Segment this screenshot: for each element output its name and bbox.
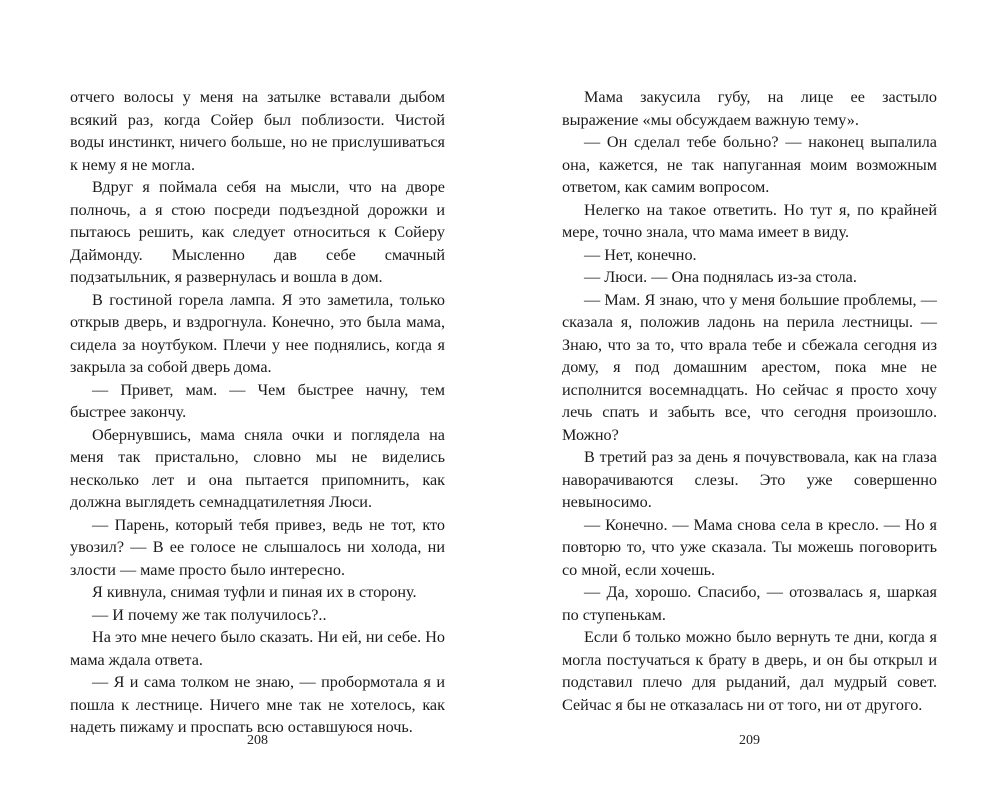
paragraph: Мама закусила губу, на лице ее застыло выражение «мы обсуждаем важную тему». bbox=[562, 88, 937, 129]
paragraph: — Да, хорошо. Спасибо, — отозвалась я, шаркая по ступенькам. bbox=[562, 583, 937, 624]
right-page bbox=[562, 86, 937, 786]
left-page bbox=[70, 86, 445, 786]
right-page-text bbox=[562, 86, 937, 716]
paragraph: — Он сделал тебе больно? — наконец выпалила она, кажется, не так напуганная моим возможным ответом, как самим вопросом. bbox=[562, 133, 937, 196]
left-page-text bbox=[70, 86, 445, 739]
paragraph: — Конечно. — Мама снова села в кресло. — Но я повторю то, что уже сказала. Ты можешь поговорить со мной, если хочешь. bbox=[562, 515, 937, 579]
paragraph: — Люси. — Она поднялась из-за стола. bbox=[584, 268, 857, 286]
paragraph: — Привет, мам. — Чем быстрее начну, тем быстрее закончу. bbox=[70, 380, 445, 421]
paragraph: Нелегко на такое ответить. Но тут я, по крайней мере, точно знала, что мама имеет в виду. bbox=[562, 200, 937, 241]
paragraph: — И почему же так получилось?.. bbox=[92, 605, 327, 624]
paragraph: — Я и сама толком не знаю, — пробормотала я и пошла к лестнице. Ничего мне так не хотелось, как надеть пижаму и проспать всю оставшуюся ночь. bbox=[70, 673, 445, 736]
paragraph: Если б только можно было вернуть те дни, когда я могла постучаться к брату в дверь, и он бы открыл и подставил плечо для рыданий, дал мудрый совет. Сейчас я бы не отказалась ни от того, ни от другого. bbox=[562, 628, 937, 714]
paragraph: Обернувшись, мама сняла очки и поглядела на меня так пристально, словно мы не виделись несколько лет и она пытается припомнить, как должна выглядеть семнадцатилетняя Люси. bbox=[70, 425, 445, 511]
paragraph: На это мне нечего было сказать. Ни ей, ни себе. Но мама ждала ответа. bbox=[70, 628, 445, 669]
paragraph: — Нет, конечно. bbox=[584, 245, 697, 264]
paragraph: — Парень, который тебя привез, ведь не тот, кто увозил? — В ее голосе не слышалось ни холода, ни злости — маме просто было интересно. bbox=[70, 515, 445, 579]
paragraph: Вдруг я поймала себя на мысли, что на дворе полночь, а я стою посреди подъездной дорожки и пытаюсь решить, как следует относиться к Сойеру Даймонду. Мысленно дав себе смачный подзатыльник, я развернулась и вошла в дом. bbox=[70, 178, 445, 286]
page-number-right: 209 bbox=[739, 733, 760, 748]
paragraph: — Мам. Я знаю, что у меня большие проблемы, — сказала я, положив ладонь на перила лестницы. — Знаю, что за то, что врала тебе и сбежала сегодня из дому, я под домашним арестом, пока мне не исполнится восемнадцать. Но сейчас я просто хочу лечь спать и забыть все, что сегодня произошло. Можно? bbox=[562, 290, 937, 444]
paragraph: В гостиной горела лампа. Я это заметила, только открыв дверь, и вздрогнула. Конечно, это была мама, сидела за ноутбуком. Плечи у нее поднялись, когда я закрыла за собой дверь дома. bbox=[70, 290, 445, 376]
paragraph: В третий раз за день я почувствовала, как на глаза наворачиваются слезы. Это уже совершенно невыносимо. bbox=[562, 448, 937, 511]
paragraph: отчего волосы у меня на затылке вставали дыбом всякий раз, когда Сойер был поблизости. Чистой воды инстинкт, ничего больше, но не прислушиваться к нему я не могла. bbox=[70, 88, 445, 174]
paragraph: Я кивнула, снимая туфли и пиная их в сторону. bbox=[92, 583, 417, 601]
page-number-left: 208 bbox=[247, 733, 268, 748]
